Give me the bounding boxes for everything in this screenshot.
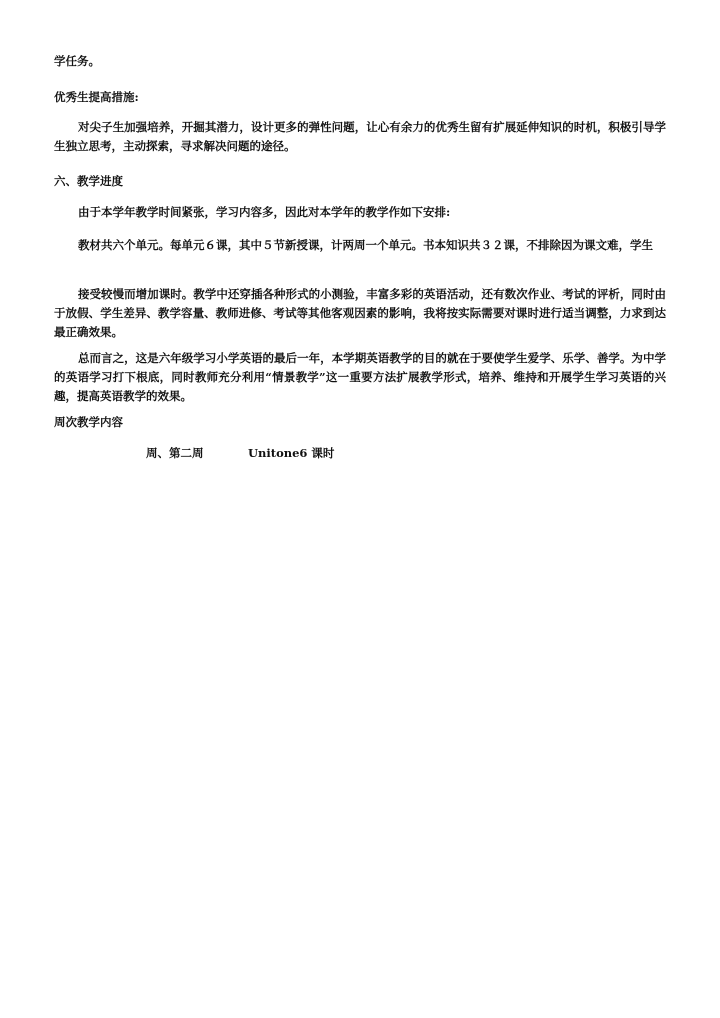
schedule-intro-paragraph: 由于本学年教学时间紧张，学习内容多，因此对本学年的教学作如下安排: <box>78 205 451 219</box>
weekly-content-heading: 周次教学内容 <box>54 415 123 429</box>
excellent-measures-paragraph: 对尖子生加强培养，开掘其潜力，设计更多的弹性问题，让心有余力的优秀生留有扩展延伸知识的时机，积极引导学生独立思考，主动探索，寻求解决问题的途径。 <box>54 120 666 153</box>
textbook-units-paragraph: 教材共六个单元。每单元６课，其中５节新授课，计两周一个单元。书本知识共３２课，不排除因为课文难，学生 <box>78 238 653 252</box>
excellent-students-heading: 优秀生提高措施: <box>54 90 139 104</box>
summary-paragraph: 总而言之，这是六年级学习小学英语的最后一年，本学期英语教学的目的就在于要使学生爱学、乐学、善学。为中学的英语学习打下根底，同时教师充分利用“情景教学”这一重要方法扩展教学形式，培养、维持和开展学生学习英语的兴趣，提高英语教学的效果。 <box>54 351 666 403</box>
week-label: 周、第二周 <box>146 446 204 460</box>
week-content: Unitone6 课时 <box>248 446 335 460</box>
extra-class-paragraph: 接受较慢而增加课时。教学中还穿插各种形式的小测验，丰富多彩的英语活动，还有数次作业、考试的评析，同时由于放假、学生差异、教学容量、教师进修、考试等其他客观因素的影响，我将按实际需要对课时进行适当调整，力求到达最正确效果。 <box>54 287 666 339</box>
task-tail-text: 学任务。 <box>54 54 100 68</box>
section-6-heading: 六、教学进度 <box>54 174 123 188</box>
